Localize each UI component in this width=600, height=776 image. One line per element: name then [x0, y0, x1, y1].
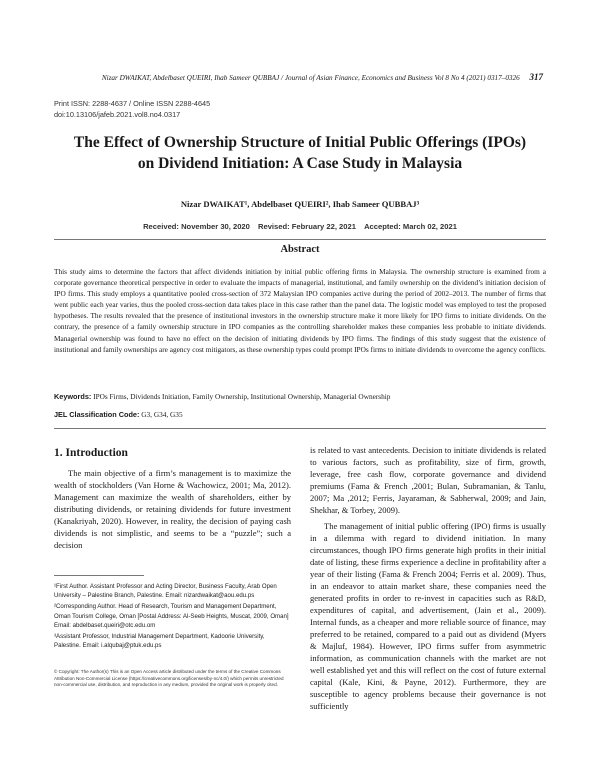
keywords-label: Keywords:	[54, 392, 92, 401]
footnote-2: ²Corresponding Author. Head of Research, Tourism and Management Department, Oman Tourism College, Oman [Postal Address: Al-Seeb Heights, Muscat, 2009, Oman] Email: abdelbaset.queiri@otc.edu.om	[54, 603, 289, 629]
keywords-line	[54, 391, 546, 402]
footnote-1: ¹First Author. Assistant Professor and Acting Director, Business Faculty, Arab Open University – Palestine Branch, Palestine. Email: nizardwaikat@aou.edu.ps	[54, 583, 277, 600]
title-line-1: The Effect of Ownership Structure of Initial Public Offerings (IPOs)	[73, 134, 527, 151]
intro-paragraph-right-2: The management of initial public offering (IPO) firms is usually in a dilemma with regard to dividend initiation. In many circumstances, though IPO firms generate high profits in their initial date of listing, these firms experience a decline in profitability after a year of their listing (Fama & French 2004; Ferris et al. 2009). Thus, in an endeavor to attain market share, these companies need the generated profits in order to re-invest in capacities such as R&D, expenditures of capital, and advertisement, (Jain et al., 2009). Internal funds, as a cheaper and more reliable source of finance, may preferred to be retained, compared to a paid out as dividend (Myers & Majluf, 1984). However, IPO firms suffer from asymmetric information, as communication channels with the market are not well established yet and this will reflect on the cost of future external capital (Kale, Kini, & Payne, 2012). Furthermore, they are susceptible to agency problems because their governance is not sufficiently	[310, 521, 546, 711]
doi-line[interactable]: doi:10.13106/jafeb.2021.vol8.no4.0317	[54, 110, 181, 119]
jel-text: G3, G34, G35	[141, 410, 183, 419]
paper-title	[40, 132, 560, 174]
introduction-heading: 1. Introduction	[54, 447, 128, 459]
author-list: Nizar DWAIKAT¹, Abdelbaset QUEIRI², Ihab Sameer QUBBAJ³	[180, 199, 420, 209]
footnote-3: ³Assistant Professor, Industrial Management Department, Kadoorie University, Palestine. Email: i.alqubaj@ptuk.edu.ps	[54, 633, 265, 650]
received-date: Received: November 30, 2020	[143, 222, 250, 231]
accepted-date: Accepted: March 02, 2021	[364, 222, 457, 231]
running-head	[60, 72, 543, 82]
left-column	[54, 447, 291, 551]
right-column	[310, 444, 546, 712]
running-head-text: Nizar DWAIKAT, Abdelbaset QUEIRI, Ihab Sameer QUBBAJ / Journal of Asian Finance, Economics and Business Vol 8 No 4 (2021) 0317–0326	[101, 74, 520, 82]
abstract-top-rule	[54, 239, 546, 240]
title-line-2: on Dividend Initiation: A Case Study in Malaysia	[137, 155, 463, 172]
footnote-rule	[54, 575, 144, 576]
page-number: 317	[529, 72, 543, 82]
issn-block	[54, 98, 210, 120]
keywords-text: IPOs Firms, Dividends Initiation, Family Ownership, Institutional Ownership, Managerial Ownership	[93, 392, 391, 401]
intro-paragraph-right-1: is related to vast antecedents. Decision to initiate dividends is related to various factors, such as profitability, size of firm, growth, leverage, free cash flow, corporate governance and dividend premiums (Fama & French ,2001; Bulan, Subramanian, & Tanlu, 2007; Ma ,2012; Ferris, Jayaraman, & Sabherwal, 2009; and Jain, Shekhar, & Torbey, 2009).	[310, 445, 546, 515]
abstract-bottom-rule	[54, 428, 546, 429]
intro-paragraph-left: The main objective of a firm’s management is to maximize the wealth of stockholders (Van Horne & Wachowicz, 2001; Ma, 2012). Management can maximize the wealth of shareholders, either by distributing dividends, or retaining dividends for future investment (Kanakriyah, 2020). However, in reality, the decision of paying cash dividends is not simplistic, and seems to be a “puzzle”; such a decision	[54, 468, 291, 550]
jel-line	[54, 409, 546, 420]
footnotes	[54, 582, 290, 652]
revised-date: Revised: February 22, 2021	[258, 222, 356, 231]
abstract-heading: Abstract	[280, 244, 320, 255]
copyright-notice: © Copyright: The Author(s) This is an Open Access article distributed under the terms of the Creative Commons Attribution Non-Commercial License (https://creativecommons.org/licenses/by-nc/4.0/) which permits unrestricted non-commercial use, distribution, and reproduction in any medium, provided the original work is properly cited.	[54, 669, 284, 688]
jel-label: JEL Classification Code:	[54, 410, 140, 419]
issn-line: Print ISSN: 2288-4637 / Online ISSN 2288-4645	[54, 99, 211, 108]
abstract-text: This study aims to determine the factors that affect dividends initiation by initial public offering firms in Malaysia. The ownership structure is examined from a corporate governance theoretical perspective in order to evaluate the impacts of managerial, institutional, and family ownership on the dividend’s initiation decision of IPO firms. This study employs a quantitative pooled cross-section of 372 Malaysian IPO companies active during the period of 2002–2013. The number of firms that went public each year varies, thus the pooled cross-section data takes place in this case rather than the panel data. The logistic model was employed to test the proposed hypotheses. The results revealed that the presence of institutional investors in the ownership structure make it more likely for IPO firms to initiate dividends. On the contrary, the presence of a family ownership structure in IPO companies as the controlling shareholder makes these companies less probable to initiate dividends. Managerial ownership was found to have no effect on the decision of initiating dividends by IPO firms. The findings of this study suggest that the existence of institutional and family ownerships are agency cost mitigators, as these ownership types could prompt IPOs firms to initiate dividends to overcome the agency conflicts.	[54, 267, 546, 354]
submission-dates	[40, 222, 560, 231]
